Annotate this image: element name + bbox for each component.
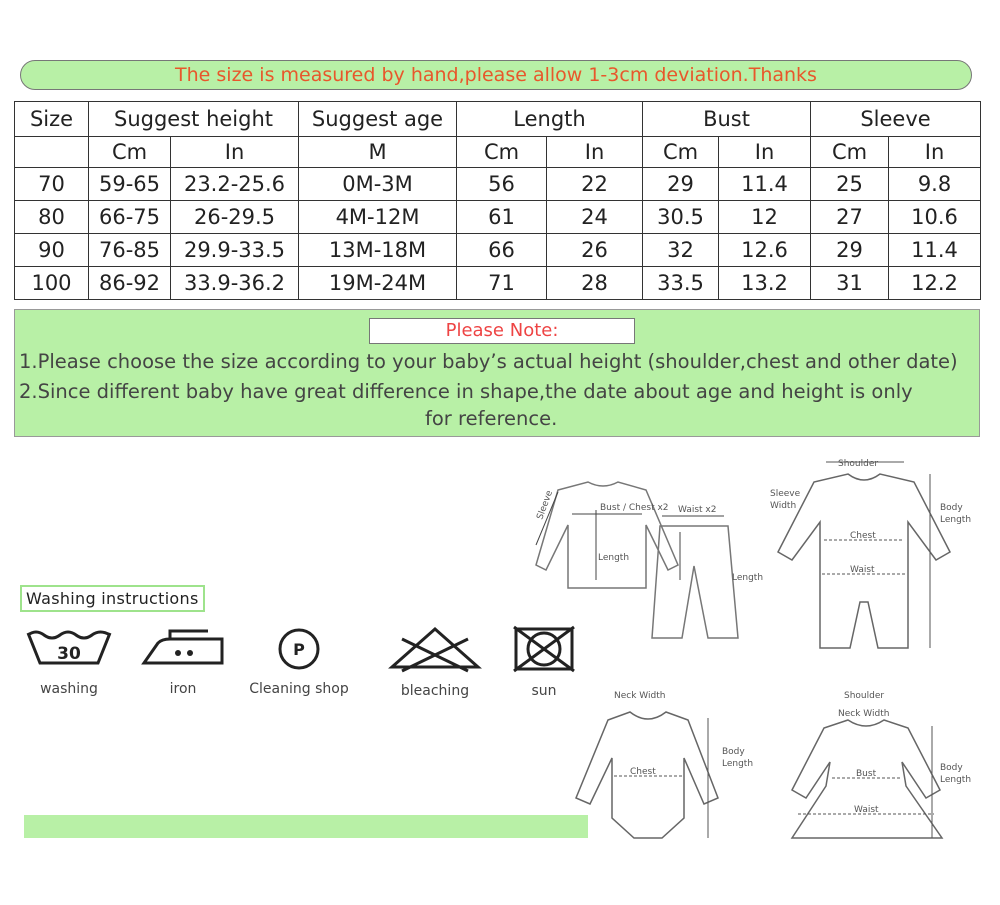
header-bust: Bust (643, 102, 811, 137)
table-cell: 80 (15, 201, 89, 234)
unit-row (15, 137, 981, 168)
care-washing (22, 625, 116, 697)
washing-title: Washing instructions (20, 585, 205, 612)
header-row (15, 102, 981, 137)
care-bleaching (388, 625, 482, 699)
table-cell: 61 (457, 201, 547, 234)
table-cell: 22 (547, 168, 643, 201)
note-line-1: 1.Please choose the size according to your baby’s actual height (shoulder,chest and other date) (19, 350, 958, 373)
unit-cell: Cm (457, 137, 547, 168)
header-length: Length (457, 102, 643, 137)
unit-cell: M (299, 137, 457, 168)
dress-bust-label: Bust (856, 769, 877, 779)
note-line-3: for reference. (425, 407, 558, 430)
care-label: washing (40, 681, 98, 697)
unit-cell: In (889, 137, 981, 168)
unit-cell: Cm (89, 137, 171, 168)
dress-diagram (782, 686, 982, 851)
table-row (15, 234, 981, 267)
set-sleeve-label: Sleeve (535, 489, 556, 522)
table-cell: 29 (643, 168, 719, 201)
set-bust-label: Bust / Chest x2 (600, 503, 669, 513)
care-iron (136, 625, 230, 697)
care-label: bleaching (400, 683, 470, 699)
romper-diagram (764, 452, 984, 662)
bodysuit-diagram (568, 688, 768, 848)
table-cell: 13.2 (719, 267, 811, 300)
header-height: Suggest height (89, 102, 299, 137)
table-cell: 71 (457, 267, 547, 300)
set-waist-label: Waist x2 (678, 505, 717, 515)
care-label: sun (531, 683, 557, 699)
table-cell: 66 (457, 234, 547, 267)
romper-body-label-2: Length (940, 515, 972, 525)
header-sleeve: Sleeve (811, 102, 981, 137)
unit-cell: In (547, 137, 643, 168)
table-cell: 32 (643, 234, 719, 267)
header-size: Size (15, 102, 89, 137)
note-box (14, 309, 980, 437)
set-top-length-label: Length (598, 553, 630, 563)
table-cell: 100 (15, 267, 89, 300)
care-cleaning-shop (236, 625, 362, 697)
romper-body-label: Body (940, 503, 963, 513)
table-cell: 29 (811, 234, 889, 267)
table-cell: 26 (547, 234, 643, 267)
table-cell: 59-65 (89, 168, 171, 201)
top-and-pants-diagram (528, 470, 768, 645)
table-cell: 33.5 (643, 267, 719, 300)
bodysuit-body-label: Body (722, 747, 745, 757)
dress-neck-label: Neck Width (838, 709, 890, 719)
unit-cell: In (719, 137, 811, 168)
table-cell: 0M-3M (299, 168, 457, 201)
table-cell: 11.4 (719, 168, 811, 201)
table-cell: 11.4 (889, 234, 981, 267)
table-row (15, 168, 981, 201)
wash-temp: 30 (57, 644, 81, 664)
dry-clean-p-icon (236, 625, 362, 671)
table-cell: 12.2 (889, 267, 981, 300)
table-cell: 70 (15, 168, 89, 201)
unit-cell: Cm (811, 137, 889, 168)
table-cell: 4M-12M (299, 201, 457, 234)
romper-shoulder-label: Shoulder (838, 459, 879, 469)
table-cell: 23.2-25.6 (171, 168, 299, 201)
green-bar (24, 815, 588, 838)
table-cell: 13M-18M (299, 234, 457, 267)
table-cell: 56 (457, 168, 547, 201)
header-age: Suggest age (299, 102, 457, 137)
table-cell: 86-92 (89, 267, 171, 300)
bodysuit-chest-label: Chest (630, 767, 656, 777)
table-cell: 66-75 (89, 201, 171, 234)
dress-shoulder-label: Shoulder (844, 691, 885, 701)
deviation-text: The size is measured by hand,please allow 1-3cm deviation.Thanks (175, 64, 817, 86)
no-bleach-icon (388, 625, 482, 673)
size-chart-table (14, 101, 981, 300)
unit-cell: Cm (643, 137, 719, 168)
dress-waist-label: Waist (854, 805, 879, 815)
table-cell: 29.9-33.5 (171, 234, 299, 267)
table-cell: 12 (719, 201, 811, 234)
table-cell: 9.8 (889, 168, 981, 201)
bodysuit-body-label-2: Length (722, 759, 754, 769)
table-cell: 27 (811, 201, 889, 234)
table-row (15, 267, 981, 300)
bodysuit-neck-label: Neck Width (614, 691, 666, 701)
note-title: Please Note: (369, 318, 635, 344)
table-cell: 12.6 (719, 234, 811, 267)
deviation-banner (20, 60, 972, 90)
set-pants-length-label: Length (732, 573, 764, 583)
romper-waist-label: Waist (850, 565, 875, 575)
wash-30-icon (22, 625, 116, 671)
dress-body-label: Body (940, 763, 963, 773)
unit-cell (15, 137, 89, 168)
romper-chest-label: Chest (850, 531, 876, 541)
note-line-2: 2.Since different baby have great difference in shape,the date about age and height is only (19, 380, 913, 403)
table-cell: 25 (811, 168, 889, 201)
table-cell: 19M-24M (299, 267, 457, 300)
table-cell: 33.9-36.2 (171, 267, 299, 300)
table-cell: 76-85 (89, 234, 171, 267)
table-cell: 24 (547, 201, 643, 234)
table-row (15, 201, 981, 234)
dry-clean-letter: P (293, 640, 305, 659)
table-cell: 31 (811, 267, 889, 300)
romper-sleeve-label: Sleeve (770, 489, 801, 499)
iron-icon (136, 625, 230, 671)
table-cell: 28 (547, 267, 643, 300)
table-cell: 26-29.5 (171, 201, 299, 234)
unit-cell: In (171, 137, 299, 168)
care-label: iron (169, 681, 197, 697)
care-label: Cleaning shop (249, 681, 349, 697)
table-cell: 10.6 (889, 201, 981, 234)
dress-body-label-2: Length (940, 775, 972, 785)
table-cell: 30.5 (643, 201, 719, 234)
table-cell: 90 (15, 234, 89, 267)
romper-sleeve-label-2: Width (770, 501, 797, 511)
